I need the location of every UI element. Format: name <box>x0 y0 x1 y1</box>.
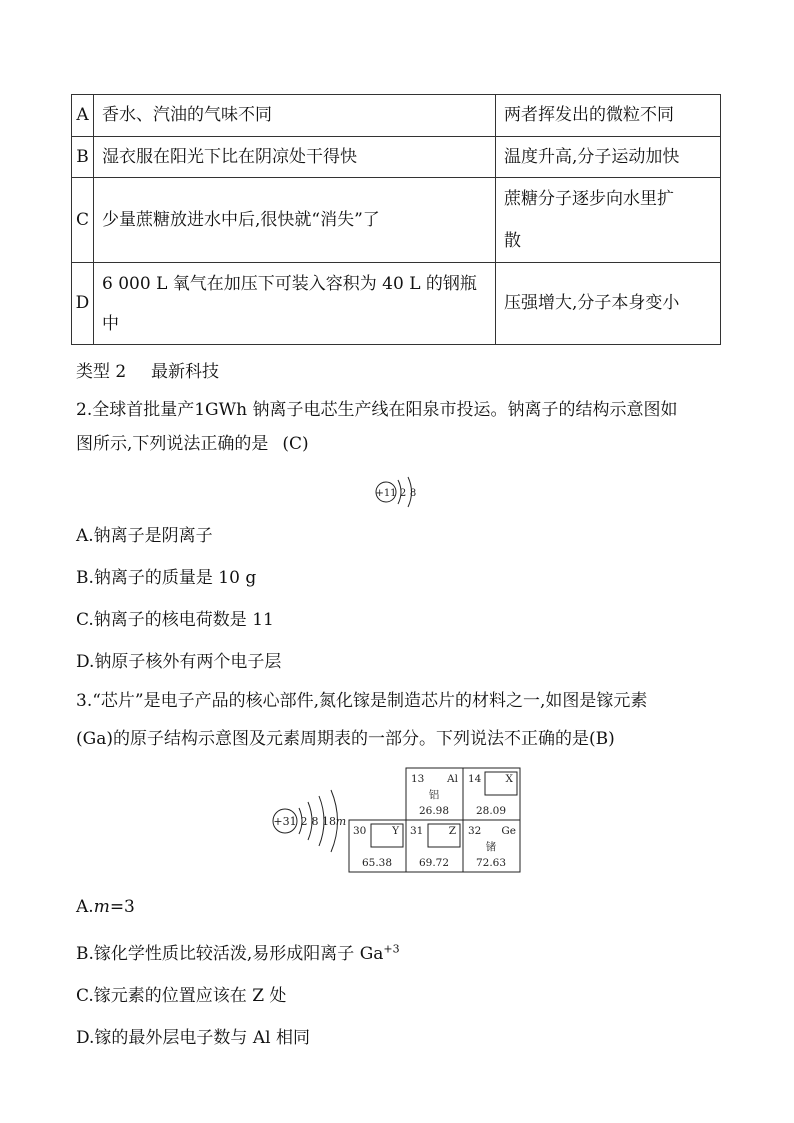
stem-text: (Ga)的原子结构示意图及元素周期表的一部分。下列说法不正确的是 <box>76 729 589 749</box>
cell-mass: 26.98 <box>418 805 450 817</box>
shell-count: 18 <box>322 815 336 828</box>
row-explanation <box>496 178 721 263</box>
row-letter: C <box>72 178 94 263</box>
option-d: D.镓的最外层电子数与 Al 相同 <box>76 1028 310 1048</box>
nucleus-label: +31 <box>273 815 297 828</box>
cell-symbol: Y <box>392 825 399 837</box>
question-2-stem <box>76 393 734 461</box>
option-b: B.钠离子的质量是 10 g <box>76 568 257 588</box>
option-d: D.钠原子核外有两个电子层 <box>76 652 282 672</box>
option-prefix: A. <box>76 897 94 917</box>
row-explanation: 温度升高,分子运动加快 <box>496 137 721 178</box>
section-heading <box>76 357 219 382</box>
explanation-line: 散 <box>504 231 521 251</box>
row-letter: D <box>72 263 94 345</box>
cell-symbol: Ge <box>501 825 516 837</box>
shell-count: 2 <box>300 815 308 828</box>
table-row <box>72 137 721 178</box>
cell-name: 铝 <box>428 789 440 801</box>
option-b <box>76 939 400 964</box>
cell-mass: 69.72 <box>418 857 450 869</box>
periodic-table-fragment <box>348 767 522 874</box>
table-row <box>72 263 721 345</box>
sodium-ion-diagram <box>372 474 424 510</box>
comparison-table <box>71 94 721 345</box>
charge-superscript: +3 <box>383 942 400 956</box>
option-value: =3 <box>109 897 135 917</box>
table-row <box>72 178 721 263</box>
row-explanation: 压强增大,分子本身变小 <box>496 263 721 345</box>
cell-symbol: X <box>505 773 513 785</box>
cell-mass: 72.63 <box>475 857 507 869</box>
shell-count: 8 <box>409 488 417 499</box>
shell-count: m <box>335 815 347 828</box>
cell-mass: 65.38 <box>361 857 393 869</box>
option-a <box>76 897 135 917</box>
answer-label: (C) <box>282 434 309 454</box>
cell-mass: 28.09 <box>475 805 507 817</box>
row-explanation: 两者挥发出的微粒不同 <box>496 95 721 137</box>
option-a: A.钠离子是阴离子 <box>76 526 213 546</box>
variable-m: m <box>93 897 110 917</box>
table-row <box>72 95 721 137</box>
answer-label: (B) <box>588 729 615 749</box>
cell-number: 31 <box>410 825 424 837</box>
shell-count: 8 <box>311 815 319 828</box>
explanation-line: 蔗糖分子逐步向水里扩 <box>504 189 674 209</box>
cell-number: 14 <box>468 773 482 785</box>
nucleus-label: +11 <box>375 488 397 499</box>
stem-text: 图所示,下列说法正确的是 <box>76 434 269 454</box>
cell-number: 13 <box>411 773 425 785</box>
stem-line <box>76 427 734 461</box>
row-phenomenon: 少量蔗糖放进水中后,很快就“消失”了 <box>94 178 496 263</box>
stem-line <box>76 720 734 758</box>
cell-name: 锗 <box>485 841 497 853</box>
section-title: 最新科技 <box>151 362 220 382</box>
option-c: C.镓元素的位置应该在 Z 处 <box>76 986 287 1006</box>
row-phenomenon <box>94 263 496 345</box>
option-text: B.镓化学性质比较活泼,易形成阳离子 Ga <box>76 944 384 964</box>
cell-symbol: Z <box>448 825 456 837</box>
option-c: C.钠离子的核电荷数是 11 <box>76 610 274 630</box>
section-label: 类型 2 <box>76 362 127 382</box>
stem-line: 2.全球首批量产1GWh 钠离子电芯生产线在阳泉市投运。钠离子的结构示意图如 <box>76 400 678 420</box>
gallium-atom-diagram <box>268 788 358 856</box>
row-phenomenon: 湿衣服在阳光下比在阴凉处干得快 <box>94 137 496 178</box>
cell-number: 32 <box>468 825 482 837</box>
phenomenon-line: 6 000 L 氧气在加压下可装入容积为 40 L 的钢瓶 <box>102 273 477 294</box>
cell-symbol: Al <box>447 773 458 785</box>
row-letter: A <box>72 95 94 137</box>
shell-count: 2 <box>399 488 407 499</box>
stem-line: 3.“芯片”是电子产品的核心部件,氮化镓是制造芯片的材料之一,如图是镓元素 <box>76 691 648 711</box>
question-3-stem <box>76 682 734 758</box>
row-letter: B <box>72 137 94 178</box>
row-phenomenon: 香水、汽油的气味不同 <box>94 95 496 137</box>
phenomenon-line: 中 <box>102 313 119 334</box>
cell-number: 30 <box>353 825 367 837</box>
